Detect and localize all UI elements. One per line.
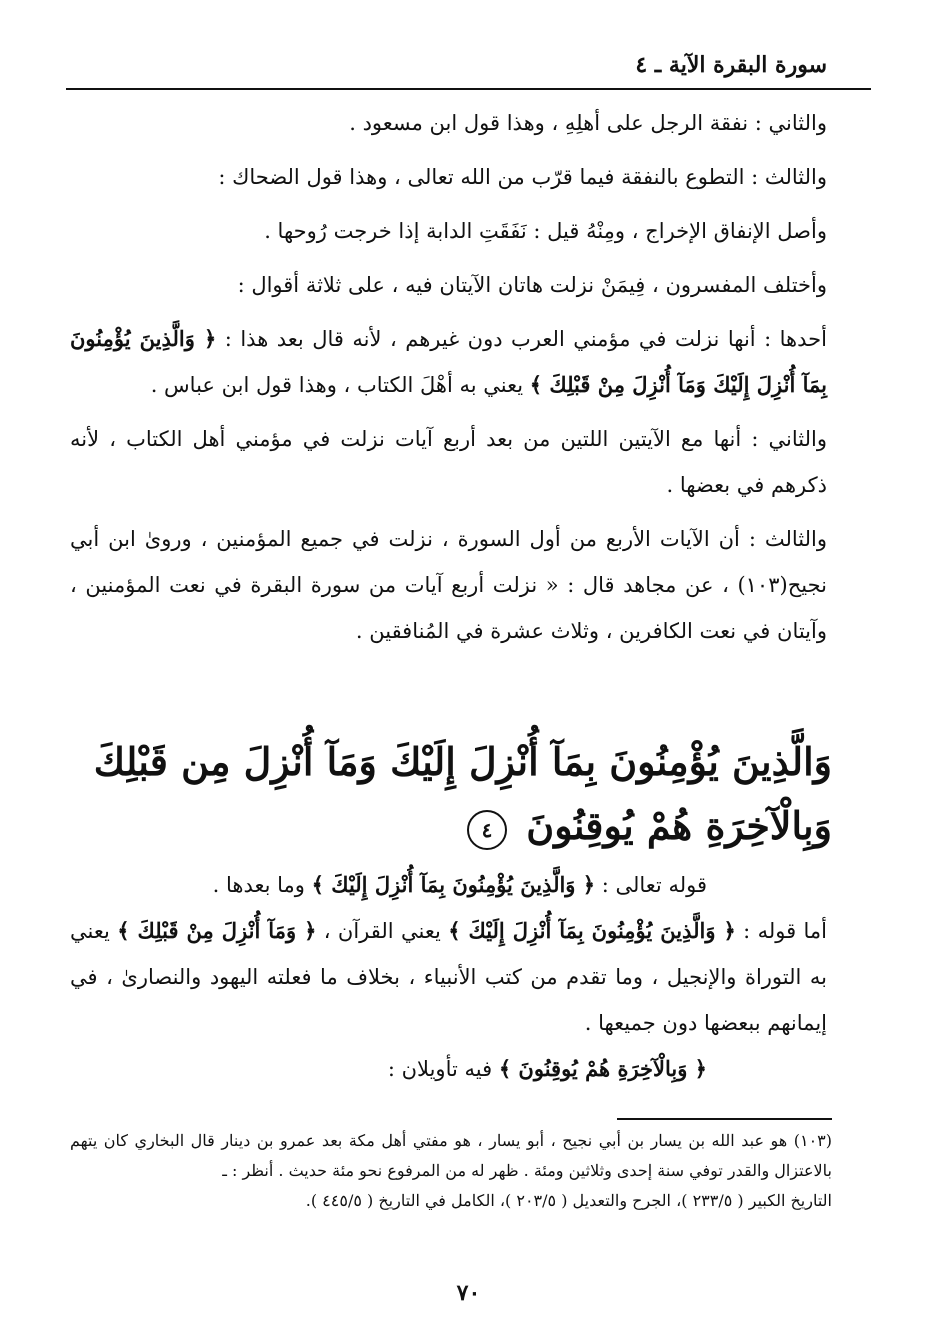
commentary — [70, 862, 827, 1092]
paragraph: وأصل الإنفاق الإخراج ، ومِنْهُ قيل : نَفَقَتِ الدابة إذا خرجت رُوحها . — [264, 219, 827, 243]
footnotes — [70, 1126, 832, 1216]
commentary-prefix: قوله تعالى : — [601, 873, 707, 897]
paragraph: والثالث : التطوع بالنفقة فيما قرّب من الله تعالى ، وهذا قول الضحاك : — [218, 165, 827, 189]
running-header: سورة البقرة الآية ـ ٤ — [635, 52, 827, 78]
quran-quote: ﴿ وَمَآ أُنْزِلَ مِنْ قَبْلِكَ ﴾ — [117, 918, 317, 943]
first-opinion-intro: أحدها : أنها نزلت في مؤمني العرب دون غيرهم ، لأنه قال بعد هذا : — [224, 327, 827, 351]
quran-quote: ﴿ وَالَّذِينَ يُؤْمِنُونَ بِمَآ أُنْزِلَ إِلَيْكَ ﴾ — [311, 872, 596, 897]
commentary-suffix: وما بعدها . — [212, 873, 305, 897]
quran-quote: ﴿ وَبِالْآخِرَةِ هُمْ يُوقِنُونَ ﴾ — [498, 1056, 707, 1081]
paragraph: وأختلف المفسرون ، فِيمَنْ نزلت هاتان الآيتان فيه ، على ثلاثة أقوال : — [237, 273, 827, 297]
quran-quote: ﴿ وَالَّذِينَ يُؤْمِنُونَ بِمَآ أُنْزِلَ إِلَيْكَ ﴾ — [448, 918, 736, 943]
commentary-suffix: فيه تأويلان : — [387, 1057, 493, 1081]
second-opinion: والثاني : أنها مع الآيتين اللتين من بعد أربع آيات نزلت في مؤمني أهل الكتاب ، لأنه ذكرهم في بعضها . — [70, 427, 827, 497]
footnote-text: (١٠٣) هو عبد الله بن يسار بن أبي نجيح ، أبو يسار ، هو مفتي أهل مكة بعد عمرو بن دينار قال البخاري كان يتهم بالاعتزال والقدر توفي سنة إحدى وثلاثين ومئة . ظهر له من المرفوع نحو مئة حديث . أنظر : ـ — [70, 1131, 832, 1180]
footnote-rule — [617, 1118, 832, 1120]
commentary-text: يعني القرآن ، — [323, 919, 441, 943]
paragraph: والثاني : نفقة الرجل على أهلِهِ ، وهذا قول ابن مسعود . — [349, 111, 827, 135]
ayah-number-marker: ٤ — [467, 810, 507, 850]
quran-verse-display — [70, 730, 832, 858]
header-rule — [66, 88, 871, 90]
third-opinion: والثالث : أن الآيات الأربع من أول السورة ، نزلت في جميع المؤمنين ، وروىٰ ابن أبي نجيح(١٠٣) ، عن مجاهد قال : « نزلت أربع آيات من سورة البقرة في نعت المؤمنين ، وآيتان في نعت الكافرين ، وثلاث عشرة في المُنافقين . — [70, 527, 827, 643]
commentary-line — [70, 1046, 827, 1092]
commentary-paragraph — [70, 908, 827, 1046]
verse-text: وَالَّذِينَ يُؤْمِنُونَ بِمَآ أُنْزِلَ إِلَيْكَ وَمَآ أُنْزِلَ مِن قَبْلِكَ وَبِالْآخِرَةِ هُمْ يُوقِنُونَ — [93, 739, 832, 848]
main-text — [70, 100, 827, 654]
first-opinion — [70, 316, 827, 408]
footnote-references: التاريخ الكبير ( ٢٣٣/٥ )، الجرح والتعديل ( ٢٠٣/٥ )، الكامل في التاريخ ( ٤٤٥/٥ ). — [305, 1191, 832, 1210]
first-opinion-rest: يعني به أهْلَ الكتاب ، وهذا قول ابن عباس . — [150, 373, 524, 397]
commentary-prefix: أما قوله : — [743, 919, 827, 943]
page-number: ٧٠ — [456, 1280, 481, 1306]
quran-quote: ﴿ وَالَّذِينَ يُؤْمِنُونَ بِمَآ أُنْزِلَ إِلَيْكَ وَمَآ أُنْزِلَ مِنْ قَبْلِكَ ﴾ — [70, 326, 827, 397]
commentary-line — [70, 862, 827, 908]
commentary-text: يعني به التوراة والإنجيل ، وما تقدم من كتب الأنبياء ، بخلاف ما فعلته اليهود والنصارىٰ ، في إيمانهم ببعضها دون جميعها . — [70, 919, 827, 1035]
